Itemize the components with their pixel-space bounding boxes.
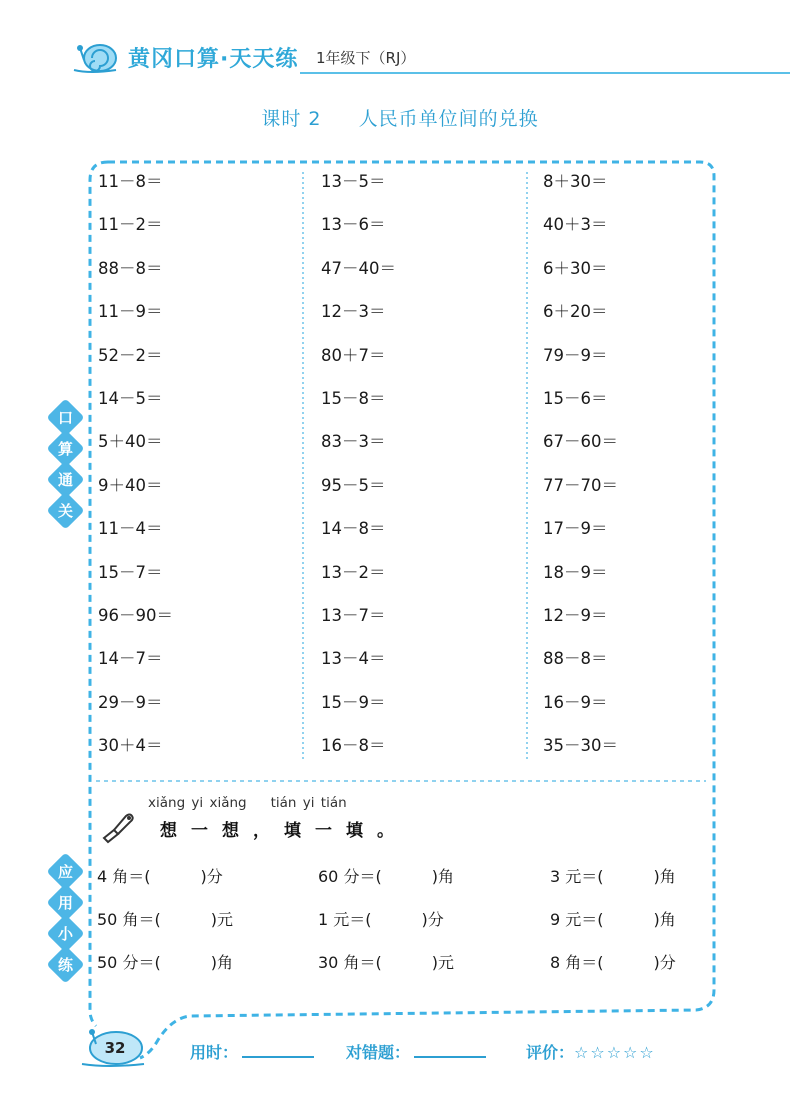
problem-item: 15－8＝: [321, 388, 386, 408]
problem-item: 88－8＝: [98, 258, 163, 278]
brand-title: 黄冈口算·天天练: [128, 47, 299, 72]
errors-blank[interactable]: [414, 1042, 486, 1058]
side-tag-char: 通: [46, 460, 84, 498]
problem-item: 35－30＝: [543, 736, 618, 756]
lesson-number: 课时 2: [261, 108, 322, 130]
problem-item: 14－8＝: [321, 519, 386, 539]
problem-item: 47－40＝: [321, 258, 396, 278]
problem-item: 96－90＝: [98, 605, 173, 625]
problem-item: 11－8＝: [98, 172, 163, 191]
conversion-item: 1 元＝( )分: [318, 910, 444, 929]
problem-item: 77－70＝: [543, 475, 618, 495]
problem-item: 13－5＝: [321, 172, 386, 191]
problem-item: 9＋40＝: [98, 475, 163, 495]
errors-field: 对错题：: [346, 1040, 486, 1063]
problem-item: 13－4＝: [321, 649, 386, 669]
problem-item: 6＋30＝: [543, 258, 608, 278]
problem-item: 80＋7＝: [321, 345, 386, 365]
problem-item: 29－9＝: [98, 692, 163, 712]
problem-item: 12－9＝: [543, 605, 608, 625]
side-tag-char: 用: [46, 883, 84, 921]
problem-item: 11－9＝: [98, 302, 163, 322]
side-tag-char: 关: [46, 491, 84, 529]
rating-stars[interactable]: ☆☆☆☆☆: [574, 1043, 656, 1062]
conversion-row: [0, 948, 800, 978]
time-blank[interactable]: [242, 1042, 314, 1058]
problem-item: 79－9＝: [543, 345, 608, 365]
problem-item: 17－9＝: [543, 519, 608, 539]
problem-item: 15－9＝: [321, 692, 386, 712]
problem-item: 67－60＝: [543, 432, 618, 452]
conversion-row: [0, 862, 800, 892]
header-rule: [300, 72, 790, 74]
conversion-item: 50 分＝( )角: [97, 953, 233, 972]
lesson-title: [0, 104, 800, 131]
problem-item: 11－4＝: [98, 519, 163, 539]
problem-item: 18－9＝: [543, 562, 608, 582]
problem-column-3: [543, 168, 753, 775]
problem-column-2: [321, 168, 531, 775]
problem-item: 5＋40＝: [98, 432, 163, 452]
pencil-hand-icon: [100, 810, 136, 844]
problem-item: 12－3＝: [321, 302, 386, 322]
problem-item: 16－8＝: [321, 736, 386, 756]
problem-item: 13－7＝: [321, 605, 386, 625]
problem-column-1: [98, 168, 308, 775]
side-tag-char: 练: [46, 945, 84, 983]
problem-item: 14－5＝: [98, 388, 163, 408]
side-tag-char: 算: [46, 429, 84, 467]
problem-item: 15－6＝: [543, 388, 608, 408]
problem-item: 13－6＝: [321, 215, 386, 235]
conversion-item: 9 元＝( )角: [550, 910, 676, 929]
conversion-item: 30 角＝( )元: [318, 953, 454, 972]
side-tag-char: 应: [46, 852, 84, 890]
problem-item: 30＋4＝: [98, 736, 163, 756]
problem-item: 8＋30＝: [543, 172, 608, 191]
side-tag-char: 小: [46, 914, 84, 952]
lesson-name: 人民币单位间的兑换: [358, 108, 539, 130]
problem-item: 88－8＝: [543, 649, 608, 669]
problem-item: 6＋20＝: [543, 302, 608, 322]
conversion-item: 4 角＝( )分: [97, 867, 223, 886]
problem-item: 15－7＝: [98, 562, 163, 582]
problem-item: 83－3＝: [321, 432, 386, 452]
problem-item: 52－2＝: [98, 345, 163, 365]
problem-item: 11－2＝: [98, 215, 163, 235]
conversion-item: 3 元＝( )角: [550, 867, 676, 886]
conversion-item: 8 角＝( )分: [550, 953, 676, 972]
page-header: [0, 0, 800, 80]
problem-item: 13－2＝: [321, 562, 386, 582]
conversion-item: 60 分＝( )角: [318, 867, 454, 886]
side-tag-char: 口: [46, 398, 84, 436]
section-title: 想一想，填一填。: [160, 821, 408, 841]
problem-item: 40＋3＝: [543, 215, 608, 235]
grade-label: 1年级下（RJ）: [316, 49, 416, 67]
rating-field: 评价：☆☆☆☆☆: [526, 1043, 656, 1062]
conversion-item: 50 角＝( )元: [97, 910, 233, 929]
section-pinyin: xiǎng yi xiǎng tián yi tián: [148, 795, 347, 811]
time-used-field: 用时：: [190, 1040, 314, 1063]
conversion-row: [0, 905, 800, 935]
side-tag-oral: [52, 404, 84, 528]
page-number: 32: [104, 1039, 126, 1057]
problem-item: 95－5＝: [321, 475, 386, 495]
problem-item: 14－7＝: [98, 649, 163, 669]
snail-icon: [70, 34, 126, 74]
problem-item: 16－9＝: [543, 692, 608, 712]
